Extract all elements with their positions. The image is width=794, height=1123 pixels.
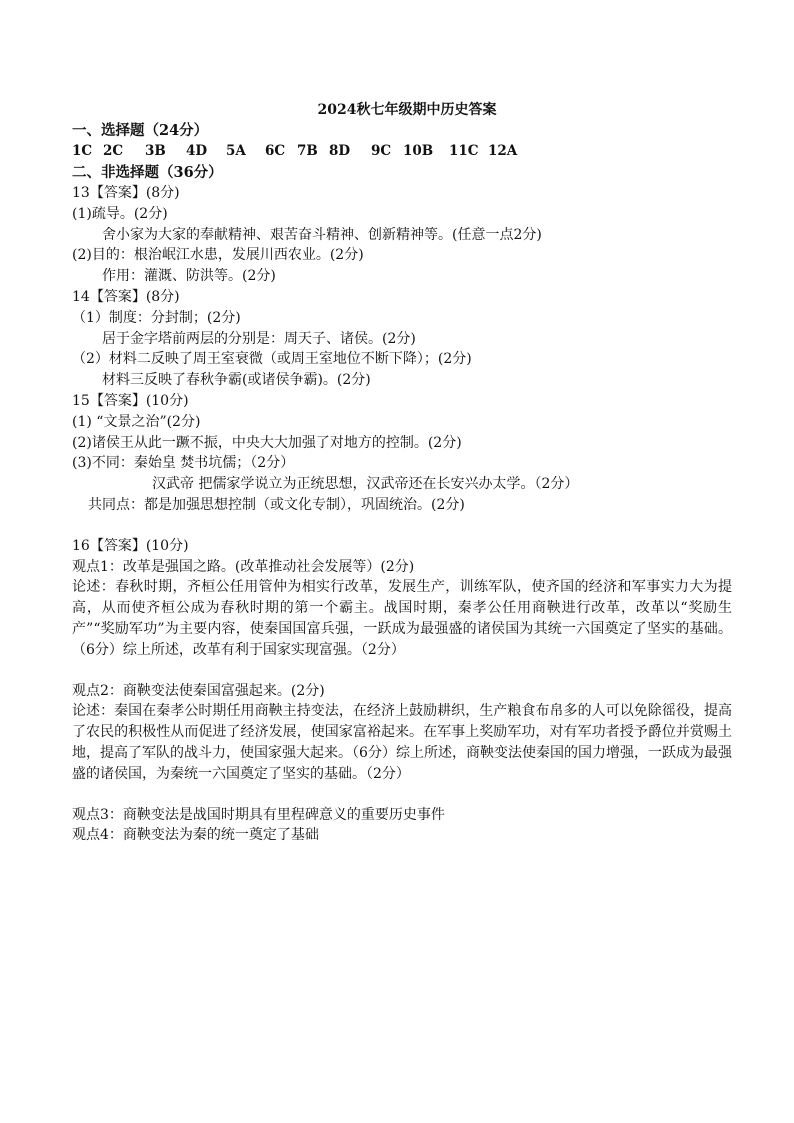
answer-item: 5A	[226, 143, 246, 159]
q13-line: 舍小家为大家的奉献精神、艰苦奋斗精神、创新精神等。(任意一点2分)	[102, 226, 542, 243]
q16-viewpoint: 观点2：商鞅变法使秦国富强起来。(2分)	[72, 682, 325, 699]
q16-heading: 16【答案】(10分)	[72, 537, 189, 554]
q13-line: (2)目的：根治岷江水患，发展川西农业。(2分)	[72, 247, 364, 264]
answer-item: 6C	[265, 143, 286, 159]
section-nonchoice-heading: 二、非选择题（36分）	[72, 164, 223, 181]
q16-argument: 论述：春秋时期，齐桓公任用管仲为相实行改革，发展生产，训练军队，使齐国的经济和军事实力大为提高，从而使齐桓公成为春秋时期的第一个霸主。战国时期，秦孝公任用商鞅进行改革，改革以“奖励生产”“奖励军功”为主要内容，使秦国国富兵强，一跃成为最强盛的诸侯国为其统一六国奠定了坚实的基础。（6分）综上所述，改革有利于国家实现富强。（2分）	[72, 579, 732, 658]
q15-line: (2)诸侯王从此一蹶不振，中央大大加强了对地方的控制。(2分)	[72, 434, 462, 451]
q14-heading: 14【答案】(8分)	[72, 288, 180, 305]
q13-line: (1)疏导。(2分)	[72, 205, 168, 222]
q15-line: 汉武帝 把儒家学说立为正统思想，汉武帝还在长安兴办太学。（2分）	[152, 476, 579, 493]
q16-viewpoint: 观点3：商鞅变法是战国时期具有里程碑意义的重要历史事件	[72, 806, 445, 823]
answer-item: 12A	[488, 143, 518, 159]
q13-heading: 13【答案】(8分)	[72, 185, 180, 201]
q15-line: 共同点：都是加强思想控制（或文化专制），巩固统治。(2分)	[88, 496, 465, 513]
answer-item: 1C	[72, 143, 93, 159]
q14-line: 居于金字塔前两层的分别是：周天子、诸侯。(2分)	[102, 330, 416, 347]
q14-line: （2）材料二反映了周王室衰微（或周王室地位不断下降）；(2分)	[72, 351, 472, 368]
answer-item: 9C	[371, 143, 392, 159]
answer-item: 3B	[145, 143, 166, 159]
answer-item: 7B	[297, 143, 318, 159]
answer-item: 8D	[329, 143, 351, 159]
q16-viewpoint: 观点1：改革是强国之路。(改革推动社会发展等）(2分)	[72, 558, 415, 575]
section-choice-heading: 一、选择题（24分）	[72, 122, 209, 139]
q14-line: （1）制度：分封制；(2分)	[72, 309, 241, 326]
q15-heading: 15【答案】(10分)	[72, 392, 189, 409]
answer-item: 10B	[403, 143, 434, 159]
page-title: 2024秋七年级期中历史答案	[317, 102, 497, 118]
answer-sheet	[72, 100, 732, 846]
q15-line: (3)不同：秦始皇 焚书坑儒；（2分）	[72, 455, 295, 472]
q13-line: 作用：灌溉、防洪等。(2分)	[102, 268, 276, 285]
q14-line: 材料三反映了春秋争霸(或诸侯争霸)。(2分)	[102, 372, 371, 389]
choice-answers	[72, 141, 732, 162]
answer-item: 4D	[186, 143, 208, 159]
answer-item: 11C	[449, 143, 479, 159]
q16-viewpoint: 观点4：商鞅变法为秦的统一奠定了基础	[72, 827, 319, 844]
q15-line: (1) “文景之治”(2分)	[72, 413, 201, 430]
answer-item: 2C	[103, 143, 124, 159]
q16-argument: 论述：秦国在秦孝公时期任用商鞅主持变法，在经济上鼓励耕织，生产粮食布帛多的人可以免除徭役，提高了农民的积极性从而促进了经济发展，使国家富裕起来。在军事上奖励军功，对有军功者授予爵位并赏赐土地，提高了军队的战斗力，使国家强大起来。（6分）综上所述，商鞅变法使秦国的国力增强，一跃成为最强盛的诸侯国，为秦统一六国奠定了坚实的基础。（2分）	[72, 703, 732, 782]
